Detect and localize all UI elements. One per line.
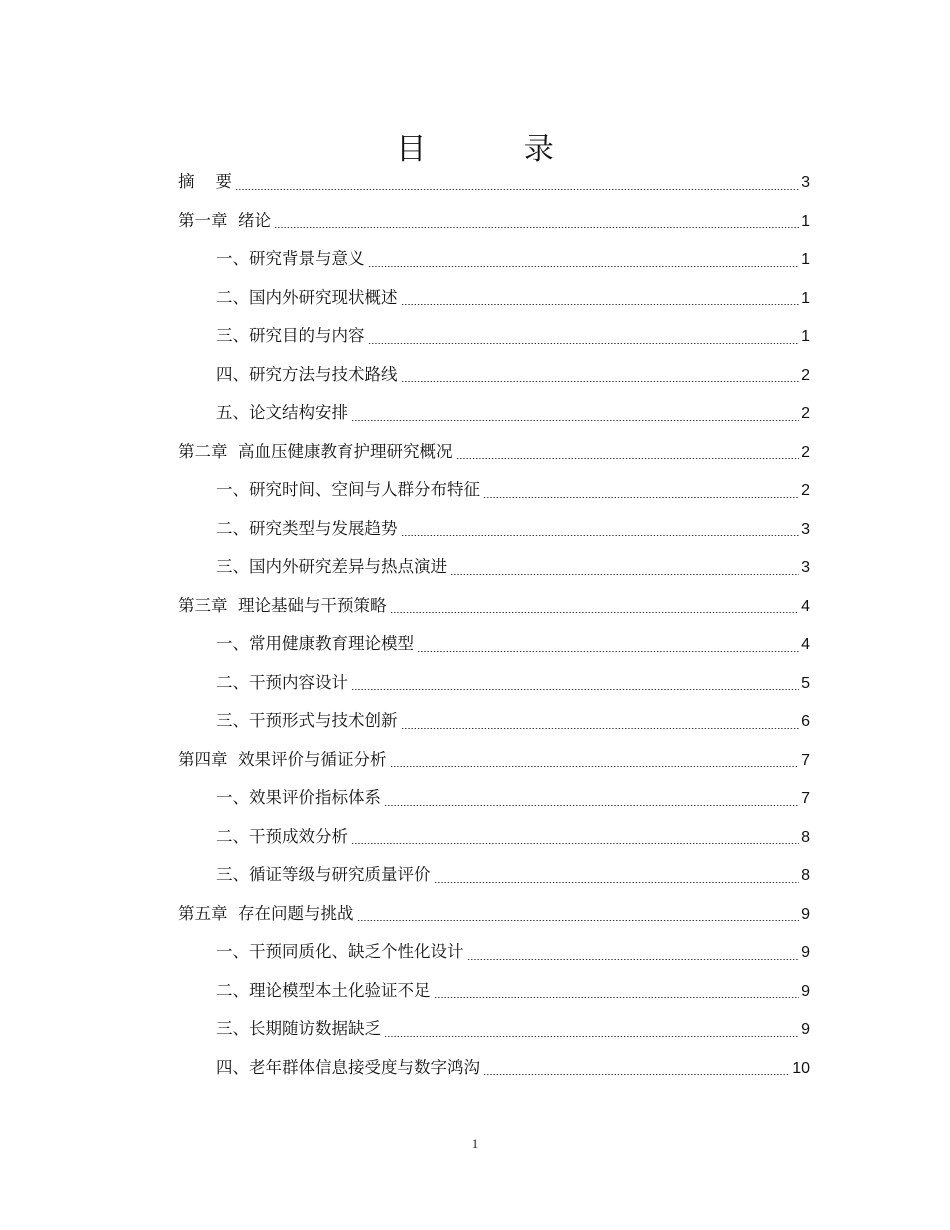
toc-entry-page-number: 1 (801, 251, 810, 268)
toc-entry-page-number: 2 (801, 443, 810, 461)
toc-entry-label: 二、研究类型与发展趋势 (216, 518, 398, 538)
dot-leader (390, 612, 800, 613)
dot-leader (368, 343, 800, 344)
toc-entry-page-number: 7 (801, 790, 810, 807)
toc-entry-page-number: 7 (801, 751, 810, 769)
dot-leader (357, 920, 800, 921)
dot-leader (390, 766, 800, 767)
toc-entry-label: 三、长期随访数据缺乏 (216, 1019, 381, 1038)
toc-entry[interactable] (178, 818, 810, 857)
dot-leader (467, 959, 800, 960)
toc-title: 目 录 (396, 132, 598, 167)
table-of-contents (178, 163, 810, 1087)
dot-leader (368, 266, 800, 267)
toc-entry[interactable] (178, 702, 810, 741)
toc-entry[interactable] (178, 510, 810, 549)
dot-leader (450, 574, 799, 575)
toc-entry-label: 第三章 理论基础与干预策略 (178, 595, 387, 615)
toc-entry-page-number: 8 (801, 867, 810, 884)
toc-entry-label: 第二章 高血压健康教育护理研究概况 (178, 441, 453, 461)
toc-entry[interactable] (178, 356, 810, 395)
dot-leader (351, 843, 799, 844)
toc-entry-page-number: 3 (801, 174, 810, 191)
toc-entry[interactable] (178, 856, 810, 895)
toc-entry-page-number: 5 (801, 674, 810, 692)
toc-entry-page-number: 2 (801, 366, 810, 384)
toc-entry[interactable] (178, 779, 810, 818)
toc-entry[interactable] (178, 933, 810, 972)
toc-entry-label: 二、干预成效分析 (216, 826, 348, 846)
dot-leader (456, 458, 800, 459)
toc-entry-label: 三、国内外研究差异与热点演进 (216, 557, 447, 576)
toc-entry-label: 三、干预形式与技术创新 (216, 711, 398, 730)
toc-entry[interactable] (178, 625, 810, 664)
toc-entry[interactable] (178, 741, 810, 780)
toc-entry-label: 二、干预内容设计 (216, 672, 348, 692)
dot-leader (235, 189, 799, 190)
toc-entry[interactable] (178, 1049, 810, 1088)
toc-entry-label: 二、理论模型本土化验证不足 (216, 980, 431, 1000)
dot-leader (434, 997, 800, 998)
toc-entry[interactable] (178, 587, 810, 626)
toc-entry-page-number: 10 (792, 1059, 810, 1077)
dot-leader (351, 689, 799, 690)
toc-entry[interactable] (178, 433, 810, 472)
dot-leader (274, 227, 799, 228)
toc-entry-label: 一、效果评价指标体系 (216, 788, 381, 807)
dot-leader (351, 420, 799, 421)
toc-entry-label: 一、干预同质化、缺乏个性化设计 (216, 942, 464, 961)
toc-entry[interactable] (178, 972, 810, 1011)
dot-leader (384, 805, 799, 806)
dot-leader (483, 1074, 790, 1075)
toc-entry[interactable] (178, 317, 810, 356)
toc-entry-label: 第一章 绪论 (178, 210, 271, 230)
toc-entry-page-number: 6 (801, 713, 810, 730)
toc-entry-page-number: 3 (801, 520, 810, 538)
toc-entry[interactable] (178, 163, 810, 202)
toc-entry[interactable] (178, 202, 810, 241)
toc-entry[interactable] (178, 664, 810, 703)
toc-entry-page-number: 9 (801, 1021, 810, 1038)
toc-entry-page-number: 2 (801, 405, 810, 422)
toc-entry[interactable] (178, 279, 810, 318)
toc-entry-page-number: 1 (801, 289, 810, 307)
page-number: 1 (471, 1136, 479, 1151)
toc-entry-page-number: 1 (801, 328, 810, 345)
toc-entry-page-number: 8 (801, 828, 810, 846)
toc-entry[interactable] (178, 240, 810, 279)
toc-entry-page-number: 2 (801, 482, 810, 499)
toc-entry-label: 二、国内外研究现状概述 (216, 287, 398, 307)
toc-entry-label: 第四章 效果评价与循证分析 (178, 749, 387, 769)
toc-entry-label: 一、研究时间、空间与人群分布特征 (216, 480, 480, 499)
toc-entry-page-number: 9 (801, 982, 810, 1000)
dot-leader (401, 728, 800, 729)
dot-leader (384, 1036, 799, 1037)
toc-entry-label: 一、常用健康教育理论模型 (216, 634, 414, 653)
dot-leader (434, 882, 800, 883)
dot-leader (401, 535, 800, 536)
toc-entry-label: 三、循证等级与研究质量评价 (216, 865, 431, 884)
toc-entry[interactable] (178, 394, 810, 433)
toc-entry-label: 第五章 存在问题与挑战 (178, 903, 354, 923)
toc-entry-page-number: 3 (801, 559, 810, 576)
dot-leader (401, 381, 800, 382)
dot-leader (401, 304, 800, 305)
toc-entry[interactable] (178, 895, 810, 934)
toc-entry-label: 三、研究目的与内容 (216, 326, 365, 345)
toc-entry-page-number: 4 (801, 636, 810, 653)
toc-entry-page-number: 4 (801, 597, 810, 615)
toc-entry-label: 摘 要 (178, 172, 232, 191)
toc-entry-page-number: 1 (801, 212, 810, 230)
dot-leader (483, 497, 799, 498)
toc-entry-page-number: 9 (801, 905, 810, 923)
toc-entry-label: 一、研究背景与意义 (216, 249, 365, 268)
toc-entry-label: 四、老年群体信息接受度与数字鸿沟 (216, 1057, 480, 1077)
toc-entry-label: 五、论文结构安排 (216, 403, 348, 422)
dot-leader (417, 651, 799, 652)
toc-entry[interactable] (178, 548, 810, 587)
toc-entry-page-number: 9 (801, 944, 810, 961)
toc-entry[interactable] (178, 1010, 810, 1049)
toc-entry-label: 四、研究方法与技术路线 (216, 364, 398, 384)
toc-entry[interactable] (178, 471, 810, 510)
